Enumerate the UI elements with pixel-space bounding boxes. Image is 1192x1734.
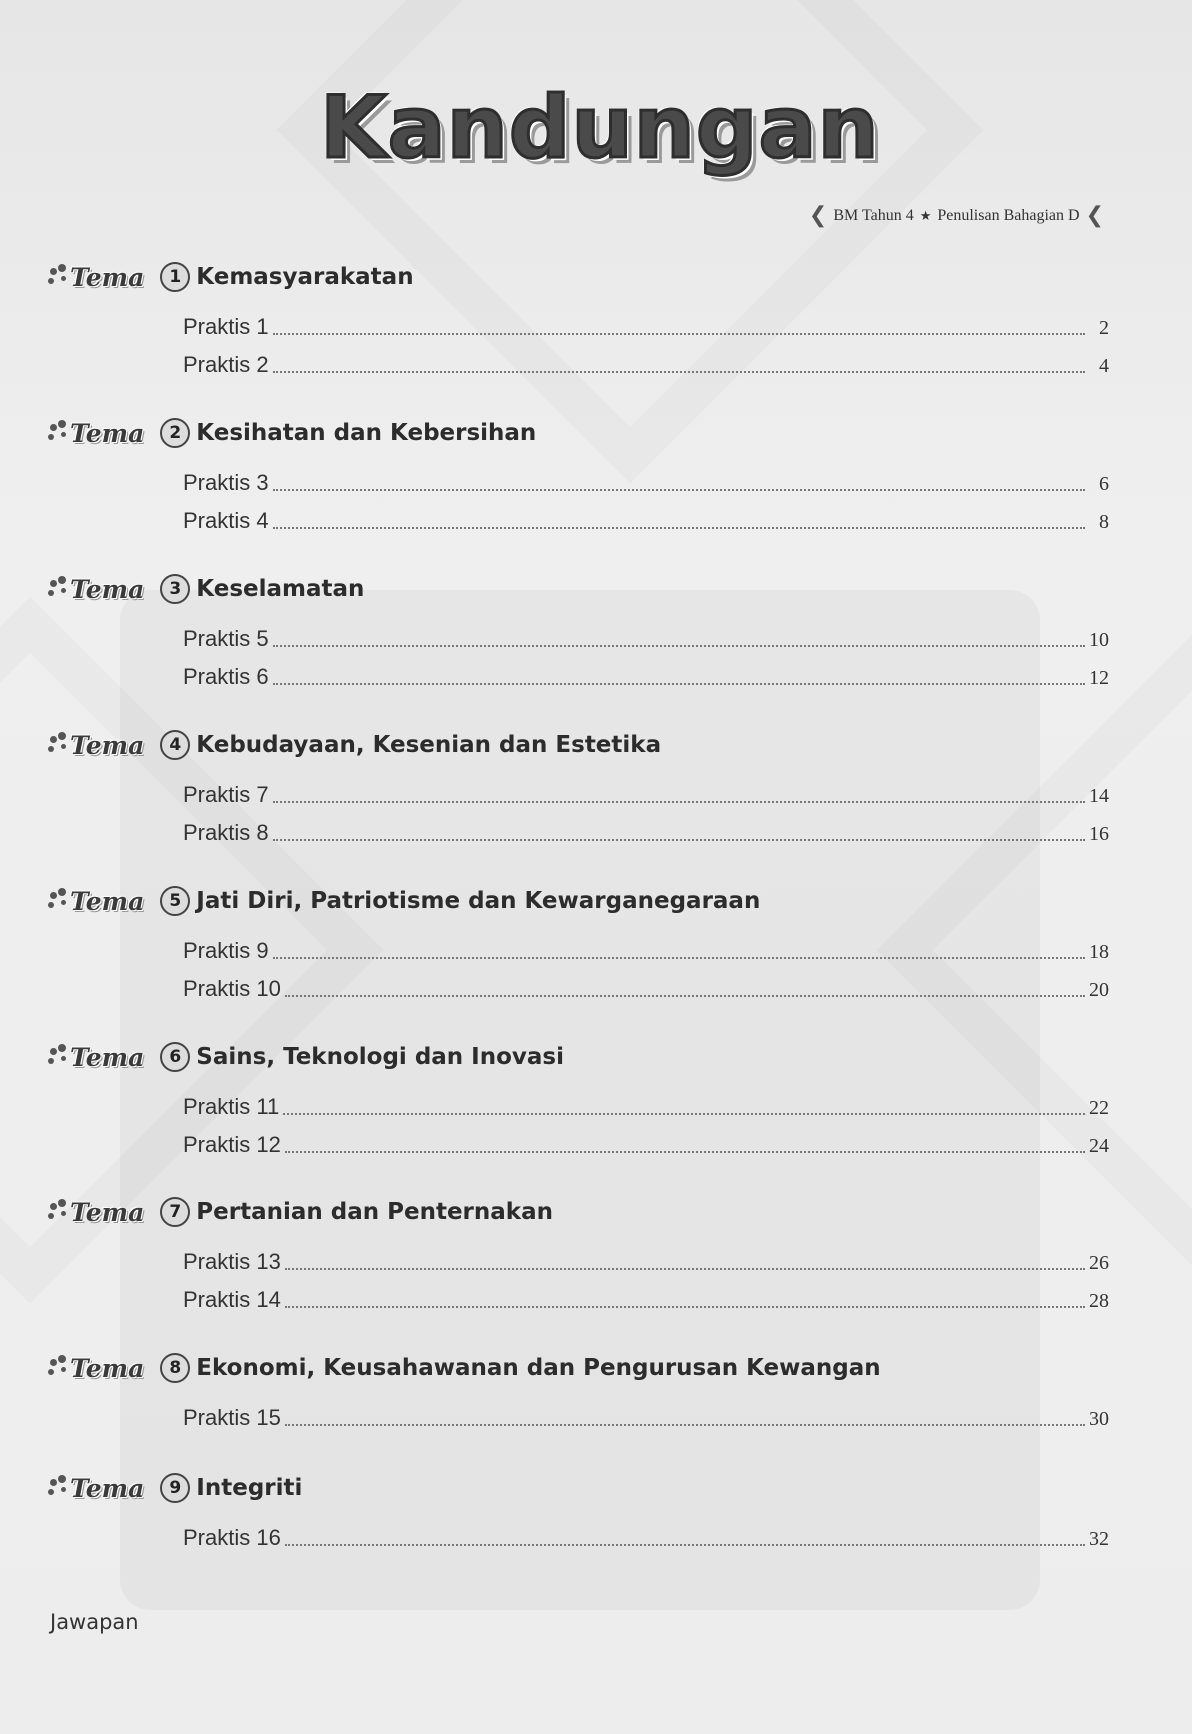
toc-entry-label: Praktis 13 (183, 1249, 281, 1274)
bubbles-icon (48, 576, 70, 602)
tema-badge (48, 1474, 144, 1503)
toc-entry[interactable] (183, 626, 1109, 652)
toc-entry[interactable] (183, 782, 1109, 808)
tema-number: 6 (160, 1042, 190, 1072)
bubbles-icon (48, 1475, 70, 1501)
chevron-left-icon: ❮ (808, 203, 828, 228)
toc-page-number: 24 (1089, 1135, 1109, 1157)
tema-title: Kebudayaan, Kesenian dan Estetika (196, 732, 662, 758)
background-diamond (276, 0, 983, 484)
toc-entry-label: Praktis 9 (183, 938, 269, 963)
dot-leader (285, 1305, 1085, 1308)
toc-entry[interactable] (183, 1405, 1109, 1431)
tema-word: Tema (70, 574, 145, 604)
bubbles-icon (48, 1355, 70, 1381)
toc-entry[interactable] (183, 938, 1109, 964)
dot-leader (273, 488, 1085, 491)
toc-entry-label: Praktis 6 (183, 664, 269, 689)
tema-number: 5 (160, 886, 190, 916)
tema-number: 7 (160, 1197, 190, 1227)
toc-entry[interactable] (183, 1132, 1109, 1158)
toc-page-number: 26 (1089, 1252, 1109, 1274)
toc-page-number: 12 (1089, 667, 1109, 689)
tema-heading (48, 1197, 553, 1227)
dot-leader (285, 1267, 1085, 1270)
bubbles-icon (48, 1199, 70, 1225)
toc-page-number: 4 (1099, 355, 1109, 377)
toc-entry-label: Praktis 1 (183, 314, 269, 339)
toc-page-number: 2 (1099, 317, 1109, 339)
toc-page-number: 10 (1089, 629, 1109, 651)
tema-title: Pertanian dan Penternakan (196, 1199, 553, 1225)
toc-page-number: 8 (1099, 511, 1109, 533)
toc-page-number: 32 (1089, 1528, 1109, 1550)
tema-heading (48, 262, 414, 292)
tema-number: 4 (160, 730, 190, 760)
tema-title: Keselamatan (196, 576, 365, 602)
toc-entry[interactable] (183, 314, 1109, 340)
toc-entry[interactable] (183, 1287, 1109, 1313)
toc-entry-label: Praktis 15 (183, 1405, 281, 1430)
tema-badge (48, 419, 144, 448)
tema-word: Tema (70, 886, 145, 916)
dot-leader (285, 1543, 1085, 1546)
toc-entry[interactable] (183, 508, 1109, 534)
dot-leader (273, 838, 1085, 841)
tema-word: Tema (70, 262, 145, 292)
tema-title: Integriti (196, 1475, 303, 1501)
tema-heading (48, 1353, 881, 1383)
tema-badge (48, 731, 144, 760)
tema-number: 8 (160, 1353, 190, 1383)
tema-word: Tema (70, 1353, 145, 1383)
dot-leader (273, 526, 1085, 529)
jawapan-label: Jawapan (50, 1610, 139, 1634)
dot-leader (283, 1112, 1085, 1115)
tema-heading (48, 886, 760, 916)
dot-leader (273, 682, 1085, 685)
tema-number: 1 (160, 262, 190, 292)
toc-entry-label: Praktis 16 (183, 1525, 281, 1550)
toc-page-number: 28 (1089, 1290, 1109, 1312)
tema-heading (48, 574, 364, 604)
bubbles-icon (48, 888, 70, 914)
tema-badge (48, 575, 144, 604)
tema-word: Tema (70, 418, 145, 448)
bubbles-icon (48, 264, 70, 290)
dot-leader (273, 332, 1085, 335)
subtitle-book: BM Tahun 4 (833, 206, 914, 224)
tema-badge (48, 887, 144, 916)
tema-heading (48, 1042, 564, 1072)
tema-badge (48, 1198, 144, 1227)
toc-page-number: 6 (1099, 473, 1109, 495)
toc-entry-label: Praktis 4 (183, 508, 269, 533)
tema-heading (48, 1473, 302, 1503)
toc-page-number: 14 (1089, 785, 1109, 807)
dot-leader (285, 1150, 1085, 1153)
toc-entry-label: Praktis 12 (183, 1132, 281, 1157)
toc-entry[interactable] (183, 1094, 1109, 1120)
tema-title: Jati Diri, Patriotisme dan Kewarganegaraan (196, 888, 761, 914)
subtitle-section: Penulisan Bahagian D (937, 206, 1080, 224)
dot-leader (273, 800, 1085, 803)
tema-word: Tema (70, 730, 145, 760)
toc-entry[interactable] (183, 1249, 1109, 1275)
tema-badge (48, 1043, 144, 1072)
toc-page-number: 22 (1089, 1097, 1109, 1119)
dot-leader (285, 1423, 1085, 1426)
dot-leader (285, 994, 1085, 997)
book-subtitle (809, 203, 1104, 228)
tema-title: Kemasyarakatan (196, 264, 414, 290)
star-icon: ★ (919, 207, 932, 223)
toc-entry-label: Praktis 2 (183, 352, 269, 377)
toc-entry-label: Praktis 10 (183, 976, 281, 1001)
toc-page-number: 30 (1089, 1408, 1109, 1430)
toc-entry[interactable] (183, 470, 1109, 496)
toc-entry[interactable] (183, 1525, 1109, 1551)
tema-badge (48, 263, 144, 292)
bubbles-icon (48, 732, 70, 758)
toc-page-number: 20 (1089, 979, 1109, 1001)
toc-page-number: 16 (1089, 823, 1109, 845)
dot-leader (273, 644, 1085, 647)
toc-entry[interactable] (183, 820, 1109, 846)
tema-number: 9 (160, 1473, 190, 1503)
tema-number: 2 (160, 418, 190, 448)
toc-entry-label: Praktis 14 (183, 1287, 281, 1312)
toc-entry-label: Praktis 3 (183, 470, 269, 495)
toc-page-number: 18 (1089, 941, 1109, 963)
tema-word: Tema (70, 1473, 145, 1503)
tema-word: Tema (70, 1197, 145, 1227)
toc-entry-label: Praktis 5 (183, 626, 269, 651)
tema-badge (48, 1354, 144, 1383)
chevron-left-icon: ❮ (1085, 203, 1104, 228)
page-title: Kandungan (320, 78, 880, 178)
dot-leader (273, 956, 1085, 959)
bubbles-icon (48, 1044, 70, 1070)
tema-heading (48, 730, 661, 760)
toc-entry[interactable] (183, 976, 1109, 1002)
tema-title: Kesihatan dan Kebersihan (196, 420, 537, 446)
tema-heading (48, 418, 536, 448)
toc-entry[interactable] (183, 664, 1109, 690)
tema-title: Sains, Teknologi dan Inovasi (196, 1044, 565, 1070)
toc-entry[interactable] (183, 352, 1109, 378)
bubbles-icon (48, 420, 70, 446)
dot-leader (273, 370, 1085, 373)
toc-entry-label: Praktis 11 (183, 1094, 280, 1119)
tema-number: 3 (160, 574, 190, 604)
tema-title: Ekonomi, Keusahawanan dan Pengurusan Kewangan (196, 1355, 881, 1381)
toc-entry-label: Praktis 8 (183, 820, 269, 845)
toc-entry-label: Praktis 7 (183, 782, 269, 807)
tema-word: Tema (70, 1042, 145, 1072)
